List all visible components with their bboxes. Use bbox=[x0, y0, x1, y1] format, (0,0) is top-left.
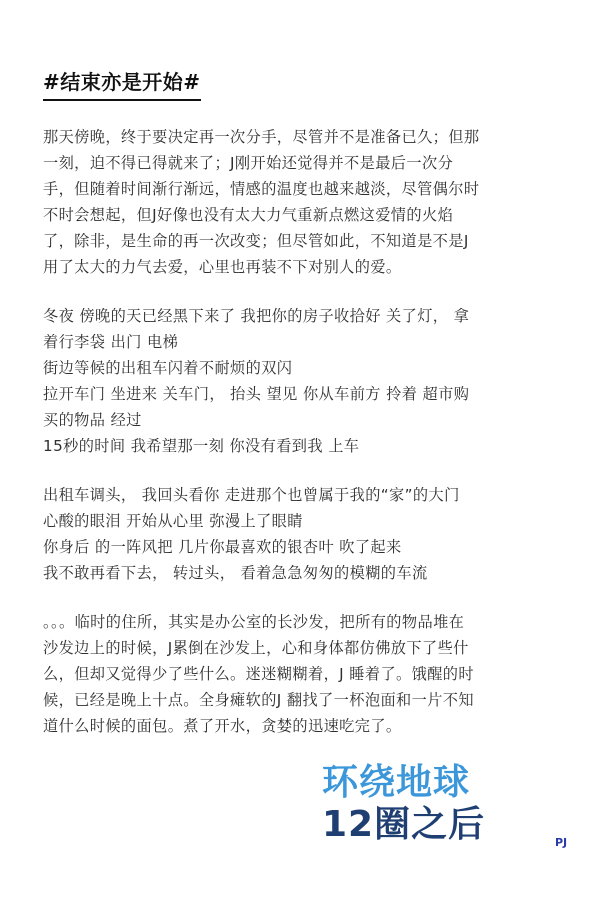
text-line: 着行李袋 出门 电梯 bbox=[43, 333, 179, 351]
text-line: 了，除非，是生命的再一次改变；但尽管如此，不知道是不是J bbox=[43, 232, 469, 250]
text-line: 一刻，迫不得已得就来了；J刚开始还觉得并不是最后一次分 bbox=[43, 154, 454, 172]
text-line: 那天傍晚，终于要决定再一次分手，尽管并不是准备已久；但那 bbox=[43, 128, 480, 146]
logo-line-2: 12圈之后 bbox=[322, 804, 486, 845]
logo-line-1: 环绕地球 bbox=[322, 762, 471, 803]
text-line: 买的物品 经过 bbox=[43, 411, 142, 429]
author-signature: PJ bbox=[555, 836, 568, 849]
text-line: 你身后 的一阵风把 几片你最喜欢的银杏叶 吹了起来 bbox=[43, 538, 402, 556]
text-line: 心酸的眼泪 开始从心里 弥漫上了眼睛 bbox=[43, 512, 303, 530]
paragraph-2 bbox=[43, 303, 563, 459]
paragraph-3 bbox=[43, 482, 563, 586]
text-line: 拉开车门 坐进来 关车门， 抬头 望见 你从车前方 拎着 超市购 bbox=[43, 385, 470, 403]
text-line: 沙发边上的时候，J累倒在沙发上，心和身体都仿佛放下了些什 bbox=[43, 639, 469, 657]
text-line: 。。。临时的住所，其实是办公室的长沙发，把所有的物品堆在 bbox=[43, 613, 465, 631]
text-line: 么，但却又觉得少了些什么。迷迷糊糊着，J 睡着了。饿醒的时 bbox=[43, 665, 474, 683]
text-line: 街边等候的出租车闪着不耐烦的双闪 bbox=[43, 359, 293, 377]
text-line: 我不敢再看下去， 转过头， 看着急急匆匆的模糊的车流 bbox=[43, 564, 428, 582]
book-logo bbox=[322, 762, 502, 846]
text-line: 道什么时候的面包。煮了开水，贪婪的迅速吃完了。 bbox=[43, 717, 402, 735]
text-line: 冬夜 傍晚的天已经黑下来了 我把你的房子收拾好 关了灯， 拿 bbox=[43, 307, 470, 325]
text-line: 出租车调头， 我回头看你 走进那个也曾属于我的“家”的大门 bbox=[43, 486, 460, 504]
paragraph-4 bbox=[43, 609, 563, 739]
paragraph-1 bbox=[43, 124, 563, 280]
document-body bbox=[43, 124, 563, 762]
text-line: 手，但随着时间渐行渐远，情感的温度也越来越淡，尽管偶尔时 bbox=[43, 180, 480, 198]
document-title: #结束亦是开始# bbox=[43, 66, 201, 101]
text-line: 15秒的时间 我希望那一刻 你没有看到我 上车 bbox=[43, 437, 360, 455]
text-line: 用了太大的力气去爱，心里也再装不下对别人的爱。 bbox=[43, 258, 402, 276]
text-line: 不时会想起，但J好像也没有太大力气重新点燃这爱情的火焰 bbox=[43, 206, 454, 224]
text-line: 候，已经是晚上十点。全身瘫软的J 翻找了一杯泡面和一片不知 bbox=[43, 691, 474, 709]
